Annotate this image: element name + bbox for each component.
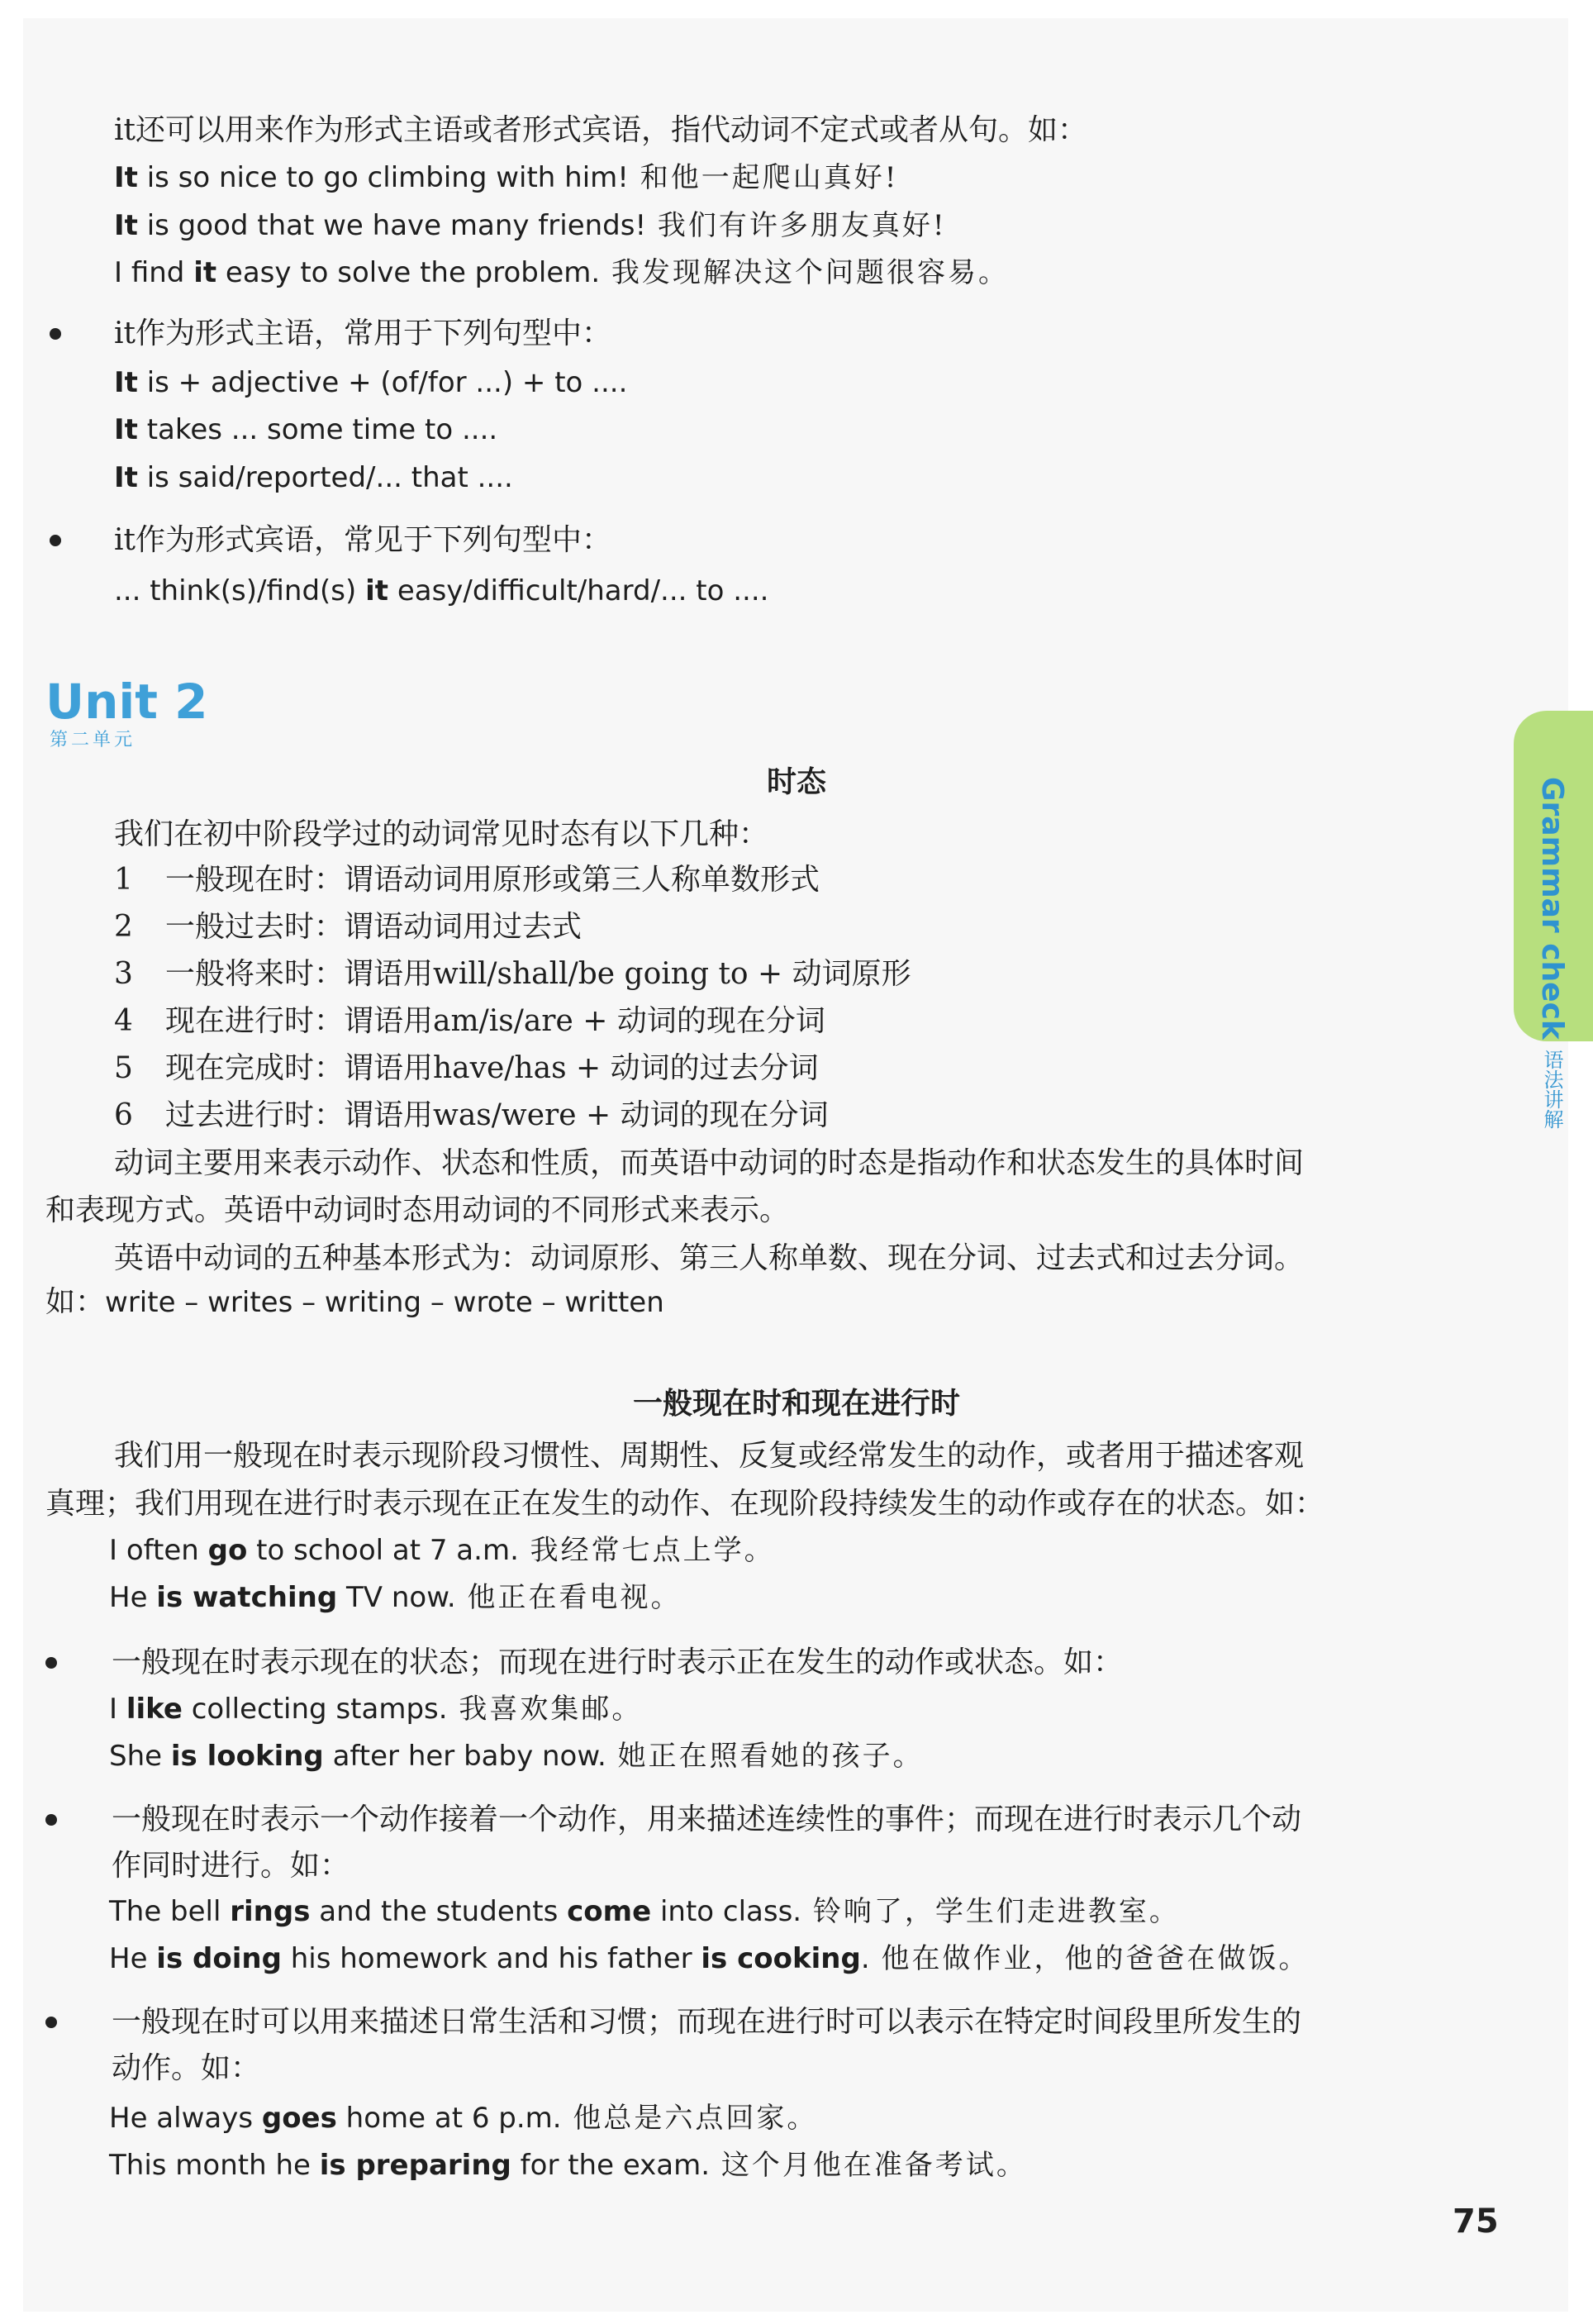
- paragraph-line: 如：write – writes – writing – wrote – written: [45, 1285, 664, 1319]
- section-heading: 一般现在时和现在进行时: [632, 1387, 960, 1421]
- it-intro: it还可以用来作为形式主语或者形式宾语，指代动词不定式或者从句。如：: [114, 113, 1087, 147]
- example-line: He always goes home at 6 p.m. 他总是六点回家。: [109, 2102, 818, 2135]
- bullet-title: 一般现在时可以用来描述日常生活和习惯；而现在进行时可以表示在特定时间段里所发生的: [112, 2005, 1302, 2039]
- paragraph-line: 和表现方式。英语中动词时态用动词的不同形式来表示。: [45, 1193, 790, 1227]
- example-line: The bell rings and the students come into class. 铃响了，学生们走进教室。: [109, 1895, 1180, 1928]
- bullet-title: it作为形式主语，常用于下列句型中：: [114, 317, 611, 350]
- bullet-title: 一般现在时表示一个动作接着一个动作，用来描述连续性的事件；而现在进行时表示几个动: [112, 1803, 1302, 1836]
- tense-item: 4 现在进行时：谓语用am/is/are + 动词的现在分词: [114, 1004, 825, 1038]
- pattern-line: It is + adjective + (of/for ...) + to ....: [114, 366, 628, 399]
- grammar-check-label: Grammar check语法讲解: [1535, 777, 1569, 1129]
- paragraph-line: 英语中动词的五种基本形式为：动词原形、第三人称单数、现在分词、过去式和过去分词。: [114, 1241, 1305, 1275]
- bullet-title: it作为形式宾语，常见于下列句型中：: [114, 523, 611, 557]
- section-heading: 时态: [766, 765, 826, 799]
- example-line: He is doing his homework and his father is cooking. 他在做作业，他的爸爸在做饭。: [109, 1942, 1310, 1975]
- tenses-intro: 我们在初中阶段学过的动词常见时态有以下几种：: [114, 817, 769, 851]
- unit-title: Unit 2: [45, 674, 208, 730]
- page-number: 75: [1453, 2203, 1499, 2241]
- paragraph-line: 动词主要用来表示动作、状态和性质，而英语中动词的时态是指动作和状态发生的具体时间: [114, 1146, 1305, 1180]
- tense-item: 3 一般将来时：谓语用will/shall/be going to + 动词原形: [114, 957, 911, 991]
- bullet-title: 动作。如：: [112, 2051, 261, 2085]
- pattern-line: It takes ... some time to ....: [114, 413, 498, 446]
- pattern-line: It is said/reported/... that ....: [114, 461, 513, 494]
- bullet-dot: [50, 328, 61, 340]
- pattern-line: ... think(s)/find(s) it easy/difficult/hard/... to ....: [114, 574, 769, 607]
- example-line: It is so nice to go climbing with him! 和他一起爬山真好!: [114, 161, 899, 194]
- paragraph-line: 我们用一般现在时表示现阶段习惯性、周期性、反复或经常发生的动作，或者用于描述客观: [114, 1439, 1305, 1473]
- example-line: This month he is preparing for the exam. 这个月他在准备考试。: [109, 2149, 1027, 2182]
- tense-item: 2 一般过去时：谓语动词用过去式: [114, 910, 583, 944]
- bullet-dot: [45, 1814, 57, 1826]
- example-line: She is looking after her baby now. 她正在照看她的孩子。: [109, 1740, 924, 1773]
- example-line: It is good that we have many friends! 我们有许多朋友真好!: [114, 209, 947, 242]
- unit-subtitle: 第二单元: [50, 730, 136, 750]
- tense-item: 5 现在完成时：谓语用have/has + 动词的过去分词: [114, 1051, 819, 1085]
- bullet-dot: [45, 1657, 57, 1669]
- bullet-title: 作同时进行。如：: [112, 1849, 350, 1883]
- paragraph-line: 真理；我们用现在进行时表示现在正在发生的动作、在现阶段持续发生的动作或存在的状态。如：: [45, 1487, 1325, 1521]
- bullet-dot: [45, 2017, 57, 2028]
- bullet-title: 一般现在时表示现在的状态；而现在进行时表示正在发生的动作或状态。如：: [112, 1645, 1124, 1679]
- example-line: I often go to school at 7 a.m. 我经常七点上学。: [109, 1534, 775, 1567]
- example-line: I find it easy to solve the problem. 我发现解决这个问题很容易。: [114, 256, 1009, 289]
- bullet-dot: [50, 535, 61, 546]
- example-line: He is watching TV now. 他正在看电视。: [109, 1581, 682, 1614]
- tense-item: 1 一般现在时：谓语动词用原形或第三人称单数形式: [114, 863, 820, 897]
- example-line: I like collecting stamps. 我喜欢集邮。: [109, 1693, 643, 1726]
- tense-item: 6 过去进行时：谓语用was/were + 动词的现在分词: [114, 1098, 829, 1132]
